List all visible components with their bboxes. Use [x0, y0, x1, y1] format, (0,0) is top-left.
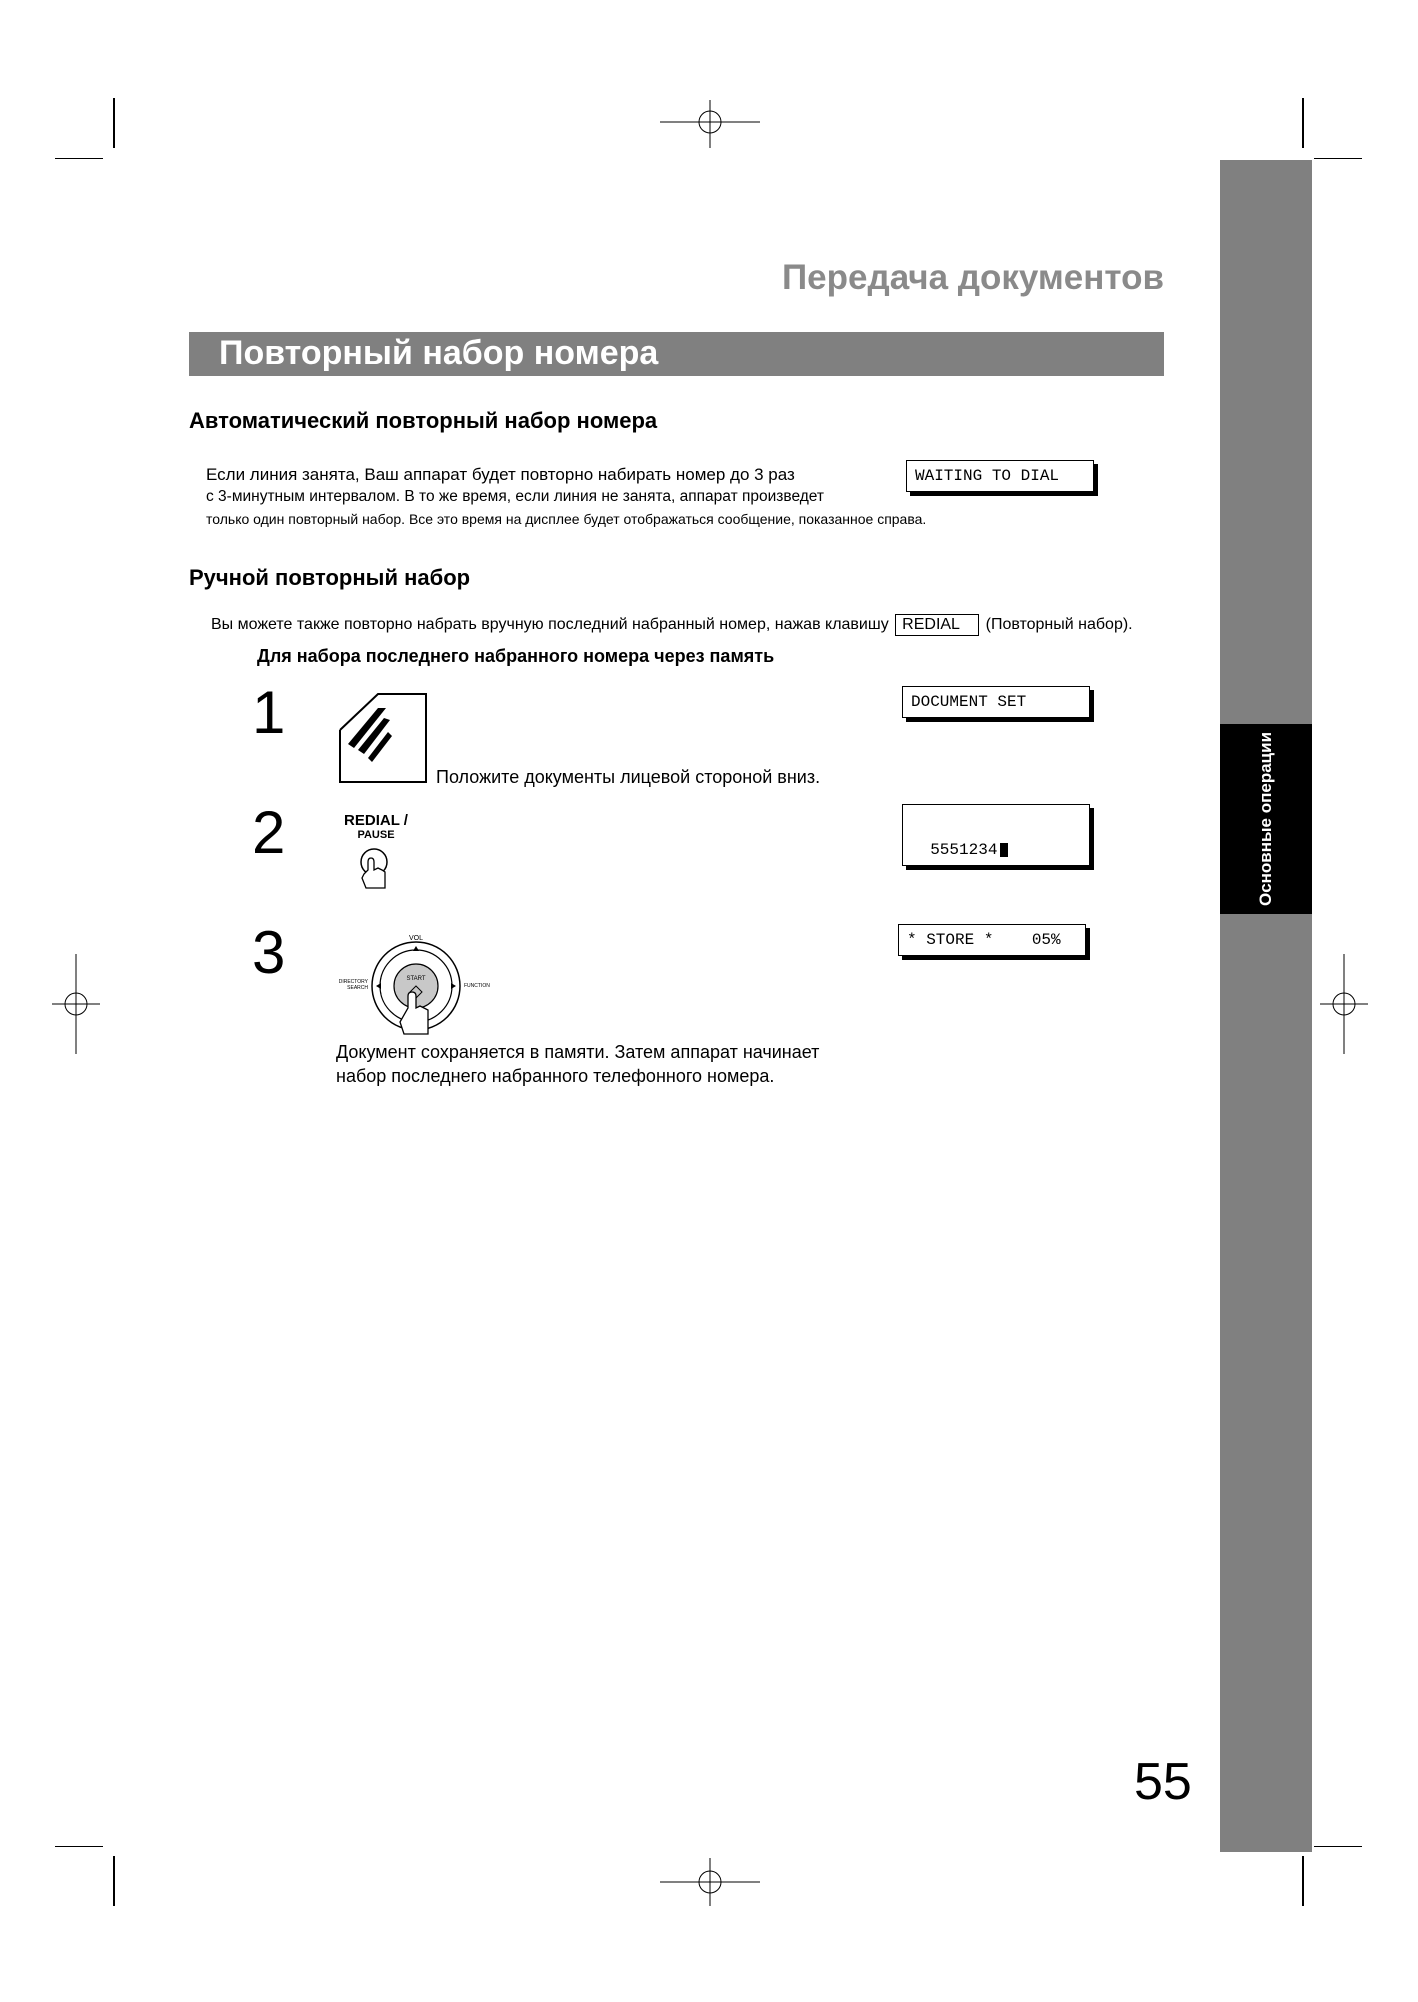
- step3-line2: набор последнего набранного телефонного номера.: [336, 1066, 775, 1086]
- directory-label-1: DIRECTORY: [338, 979, 368, 985]
- crop-mark: [113, 1856, 115, 1906]
- display-document-set: DOCUMENT SET: [902, 686, 1090, 718]
- manual-redial-before: Вы можете также повторно набрать вручную последний набранный номер, нажав клавишу: [211, 616, 889, 633]
- chapter-title: Передача документов: [782, 258, 1164, 297]
- directory-label-2: SEARCH: [347, 985, 368, 991]
- function-label: FUNCTION: [464, 983, 490, 989]
- manual-redial-heading: Ручной повторный набор: [189, 565, 471, 590]
- auto-redial-line3: только один повторный набор. Все это время на дисплее будет отображаться сообщение, показанное справа.: [206, 511, 927, 527]
- side-tab: [1220, 724, 1312, 914]
- start-dial-pad-icon: [330, 928, 502, 1038]
- manual-redial-text: [211, 614, 1133, 636]
- step-number: 1: [252, 679, 286, 746]
- display-waiting: WAITING TO DIAL: [906, 460, 1094, 492]
- manual-redial-after: (Повторный набор).: [985, 616, 1133, 633]
- section-banner: [189, 332, 1164, 376]
- crop-mark: [1314, 158, 1362, 159]
- sidebar-band: [1220, 160, 1312, 1852]
- document-icon: [338, 692, 428, 784]
- vol-label: VOL: [408, 935, 424, 942]
- registration-mark: [660, 100, 760, 148]
- display-number-text: 5551234: [930, 841, 998, 859]
- auto-redial-line2: с 3-минутным интервалом. В то же время, если линия не занята, аппарат произведет: [206, 488, 824, 505]
- step-number: 3: [252, 919, 286, 986]
- crop-mark: [55, 1846, 103, 1847]
- section-title: Повторный набор номера: [219, 334, 659, 372]
- crop-mark: [1302, 98, 1304, 148]
- crop-mark: [1314, 1846, 1362, 1847]
- crop-mark: [55, 158, 103, 159]
- auto-redial-text: [206, 464, 926, 530]
- side-tab-label: Основные операции: [1256, 731, 1275, 907]
- redial-pause-button-icon: [354, 848, 398, 900]
- display-number: [902, 804, 1090, 866]
- step3-line1: Документ сохраняется в памяти. Затем аппарат начинает: [336, 1042, 820, 1062]
- crop-mark: [1302, 1856, 1304, 1906]
- registration-mark: [52, 954, 100, 1054]
- step3-text: [336, 1040, 819, 1088]
- start-label: START: [406, 976, 426, 982]
- registration-mark: [1320, 954, 1368, 1054]
- auto-redial-heading: Автоматический повторный набор номера: [189, 408, 658, 433]
- page-number: 55: [1134, 1753, 1192, 1811]
- memory-redial-subheading: Для набора последнего набранного номера через память: [257, 646, 775, 666]
- pause-label: PAUSE: [357, 829, 395, 841]
- crop-mark: [113, 98, 115, 148]
- redial-pause-label: [339, 812, 413, 841]
- step-number: 2: [252, 799, 286, 866]
- redial-key-label: REDIAL: [895, 614, 979, 636]
- registration-mark: [660, 1858, 760, 1906]
- cursor-block: [1000, 843, 1008, 857]
- display-store: * STORE * 05%: [898, 924, 1086, 956]
- auto-redial-line1: Если линия занята, Ваш аппарат будет повторно набирать номер до 3 раз: [206, 465, 795, 484]
- step1-text: Положите документы лицевой стороной вниз.: [436, 767, 821, 787]
- redial-label: REDIAL /: [344, 812, 408, 829]
